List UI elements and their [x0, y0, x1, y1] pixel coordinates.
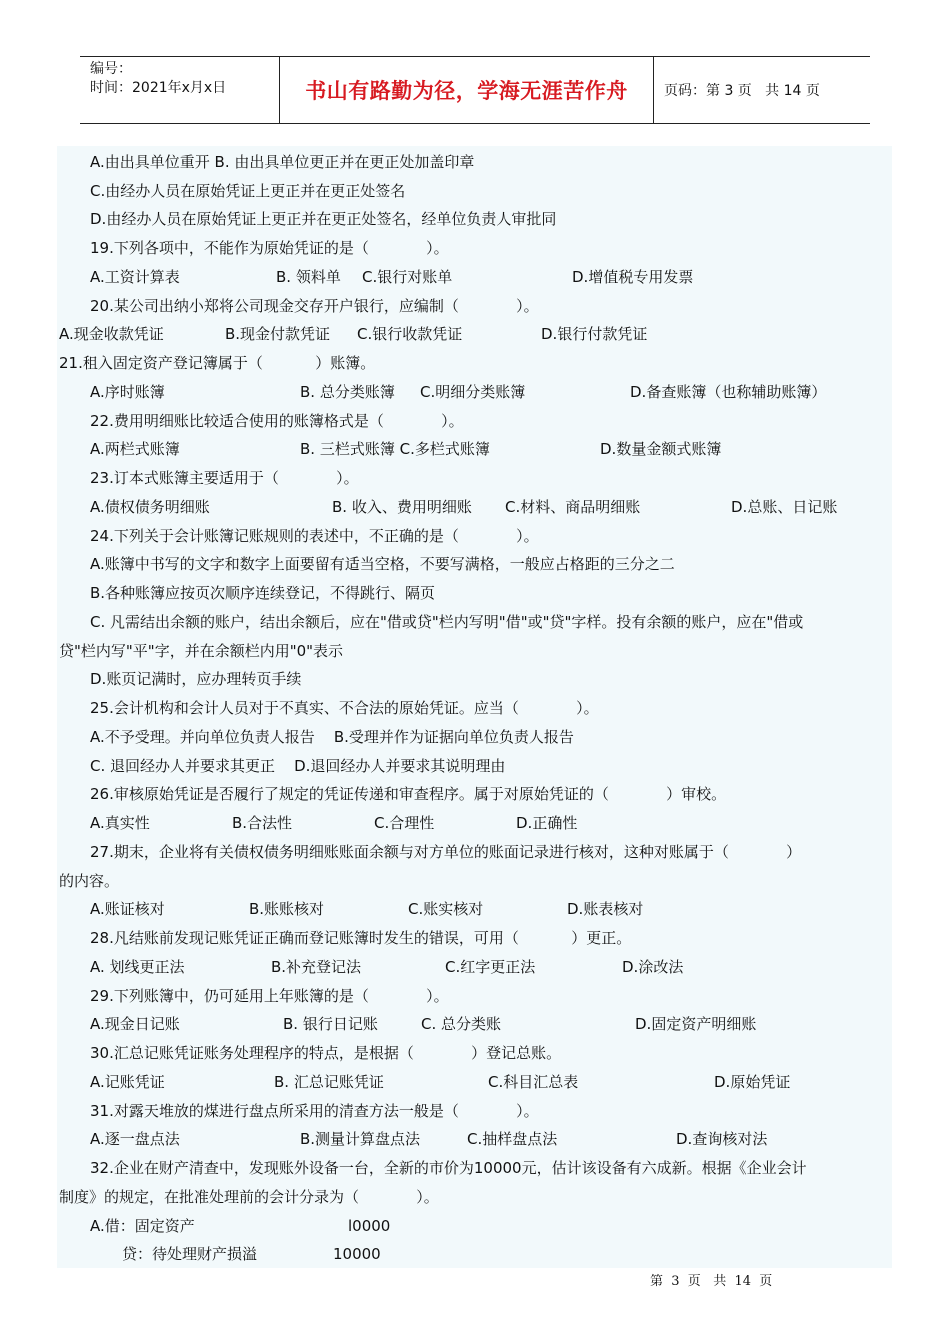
text-line: C.抽样盘点法: [467, 1130, 558, 1148]
text-line: A.账证核对: [90, 900, 165, 918]
header-motto: 书山有路勤为径，学海无涯苦作舟: [280, 57, 654, 123]
text-line: A.序时账簿: [90, 383, 165, 401]
text-line: B. 收入、费用明细账: [332, 498, 472, 516]
text-line: l0000: [348, 1217, 391, 1235]
text-line: 22.费用明细账比较适合使用的账簿格式是（ ）。: [90, 412, 464, 430]
text-line: 23.订本式账簿主要适用于（ ）。: [90, 469, 359, 487]
text-line: D.查询核对法: [676, 1130, 768, 1148]
text-line: C.合理性: [374, 814, 435, 832]
text-line: C. 凡需结出余额的账户，结出余额后，应在"借或贷"栏内写明"借"或"贷"字样。投有余额的账户，应在"借或: [90, 613, 804, 631]
text-line: A.由出具单位重开 B. 由出具单位更正并在更正处加盖印章: [90, 153, 475, 171]
header-page-info: [654, 57, 870, 123]
text-line: D.账页记满时，应办理转页手续: [90, 670, 302, 688]
text-line: 31.对露天堆放的煤进行盘点所采用的清查方法一般是（ ）。: [90, 1102, 539, 1120]
text-line: 29.下列账簿中，仍可延用上年账簿的是（ ）。: [90, 987, 449, 1005]
text-line: C.由经办人员在原始凭证上更正并在更正处签名: [90, 182, 406, 200]
text-line: A.逐一盘点法: [90, 1130, 180, 1148]
text-line: 贷：待处理财产损溢: [122, 1245, 258, 1263]
text-line: D.数量金额式账簿: [600, 440, 722, 458]
text-line: 贷"栏内写"平"字，并在余额栏内用"0"表示: [59, 642, 344, 660]
text-line: B.测量计算盘点法: [300, 1130, 421, 1148]
text-line: C. 退回经办人并要求其更正 D.退回经办人并要求其说明理由: [90, 757, 506, 775]
text-line: D.银行付款凭证: [541, 325, 648, 343]
text-line: A.记账凭证: [90, 1073, 165, 1091]
text-line: D.增值税专用发票: [572, 268, 694, 286]
text-line: D.正确性: [516, 814, 578, 832]
text-line: A.现金日记账: [90, 1015, 180, 1033]
document-number-label: 编号：: [90, 61, 132, 77]
text-line: C.明细分类账簿: [420, 383, 526, 401]
page-header: [80, 56, 870, 124]
text-line: 27.期末，企业将有关债权债务明细账账面余额与对方单位的账面记录进行核对，这种对账属于（ ）: [90, 843, 802, 861]
text-line: D.涂改法: [622, 958, 684, 976]
text-line: B. 银行日记账: [283, 1015, 378, 1033]
text-line: 21.租入固定资产登记簿属于（ ）账簿。: [59, 354, 376, 372]
text-line: 26.审核原始凭证是否履行了规定的凭证传递和审查程序。属于对原始凭证的（ ）审校。: [90, 785, 727, 803]
text-line: A.债权债务明细账: [90, 498, 210, 516]
text-line: B.账账核对: [249, 900, 325, 918]
page-footer: 第 3 页 共 14 页: [650, 1274, 773, 1289]
text-line: C.红字更正法: [445, 958, 536, 976]
text-line: D.总账、日记账: [731, 498, 838, 516]
text-line: B.合法性: [232, 814, 293, 832]
text-line: A.真实性: [90, 814, 150, 832]
text-line: D.备查账簿（也称辅助账簿）: [630, 383, 827, 401]
text-line: D.由经办人员在原始凭证上更正并在更正处签名，经单位负责人审批同: [90, 210, 557, 228]
text-line: A.现金收款凭证: [59, 325, 164, 343]
text-line: A.两栏式账簿: [90, 440, 180, 458]
text-line: C. 总分类账: [421, 1015, 502, 1033]
header-meta: [80, 57, 280, 123]
text-line: A.借：固定资产: [90, 1217, 195, 1235]
text-line: 28.凡结账前发现记账凭证正确而登记账簿时发生的错误，可用（ ）更正。: [90, 929, 632, 947]
text-line: A.不予受理。并向单位负责人报告 B.受理并作为证据向单位负责人报告: [90, 728, 574, 746]
text-line: B. 三栏式账簿 C.多栏式账簿: [300, 440, 490, 458]
text-line: C.科目汇总表: [488, 1073, 579, 1091]
text-line: 24.下列关于会计账簿记账规则的表述中，不正确的是（ ）。: [90, 527, 539, 545]
text-line: C.账实核对: [408, 900, 484, 918]
text-line: D.固定资产明细账: [635, 1015, 757, 1033]
text-line: 制度》的规定，在批准处理前的会计分录为（ ）。: [59, 1188, 439, 1206]
document-time-label: 时间：2021年x月x日: [90, 80, 227, 96]
text-line: 20.某公司出纳小郑将公司现金交存开户银行，应编制（ ）。: [90, 297, 539, 315]
text-line: A. 划线更正法: [90, 958, 185, 976]
text-line: B.现金付款凭证: [225, 325, 331, 343]
text-line: 10000: [333, 1245, 381, 1263]
text-line: C.银行对账单: [362, 268, 453, 286]
text-line: 32.企业在财产清查中，发现账外设备一台，全新的市价为10000元，估计该设备有六成新。根据《企业会计: [90, 1159, 807, 1177]
text-line: C.银行收款凭证: [357, 325, 463, 343]
text-line: B.各种账簿应按页次顺序连续登记，不得跳行、隔页: [90, 584, 436, 602]
text-line: 19.下列各项中，不能作为原始凭证的是（ ）。: [90, 239, 449, 257]
text-line: A.账簿中书写的文字和数字上面要留有适当空格，不要写满格，一般应占格距的三分之二: [90, 555, 675, 573]
text-line: A.工资计算表: [90, 268, 180, 286]
page-number-label: 页码：第 3 页 共 14 页: [664, 83, 820, 99]
text-line: 25.会计机构和会计人员对于不真实、不合法的原始凭证。应当（ ）。: [90, 699, 599, 717]
text-line: B.补充登记法: [271, 958, 362, 976]
text-line: D.账表核对: [567, 900, 644, 918]
text-line: D.原始凭证: [714, 1073, 791, 1091]
text-line: B. 总分类账簿: [300, 383, 395, 401]
text-line: 的内容。: [59, 872, 120, 890]
text-line: 30.汇总记账凭证账务处理程序的特点，是根据（ ）登记总账。: [90, 1044, 562, 1062]
text-line: B. 汇总记账凭证: [274, 1073, 384, 1091]
text-line: C.材料、商品明细账: [505, 498, 641, 516]
text-line: B. 领料单: [276, 268, 341, 286]
